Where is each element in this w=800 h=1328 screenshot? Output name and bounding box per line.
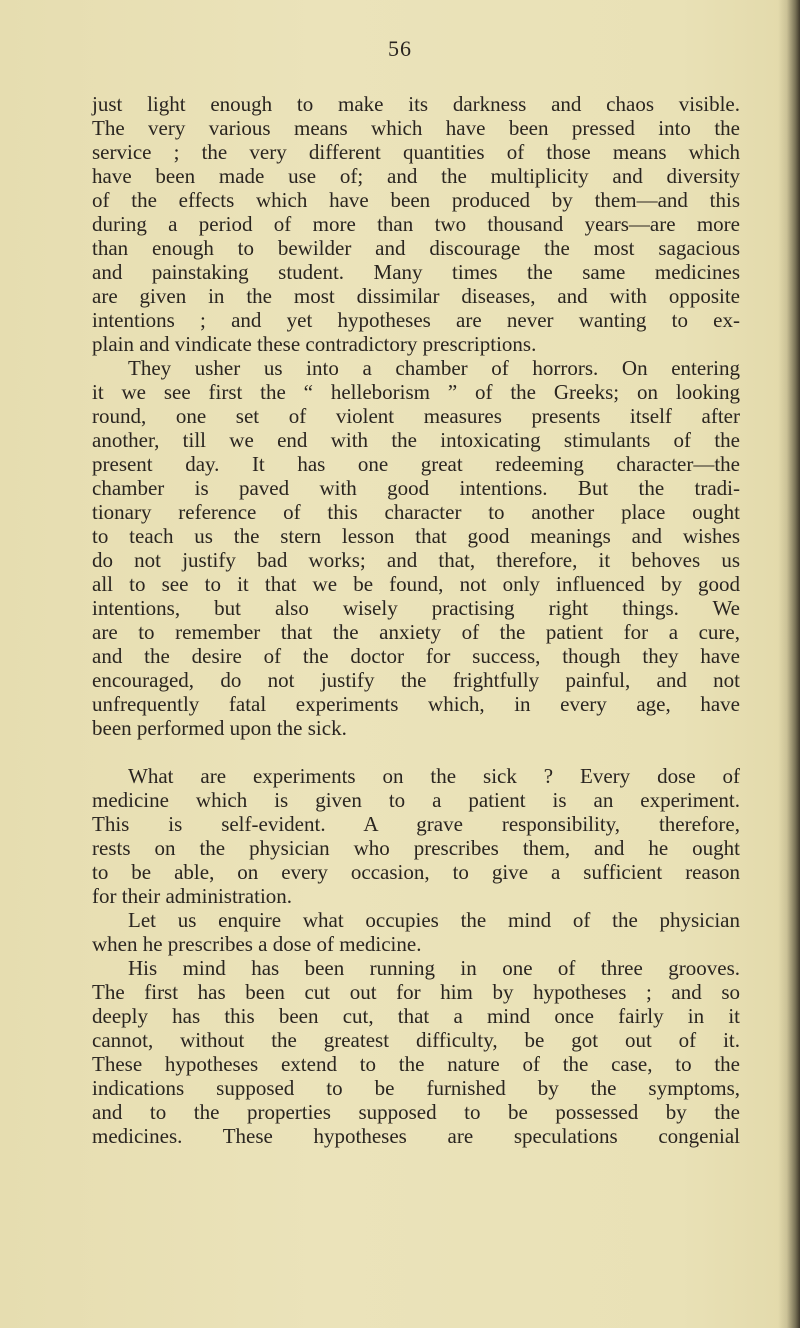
text-line: medicines. These hypotheses are speculations congenial: [92, 1124, 740, 1148]
text-line: They usher us into a chamber of horrors. On entering: [128, 356, 740, 380]
text-line: during a period of more than two thousand years—are more: [92, 212, 740, 236]
text-line: and painstaking student. Many times the same medicines: [92, 260, 740, 284]
text-line: have been made use of; and the multiplicity and diversity: [92, 164, 740, 188]
text-line: all to see to it that we be found, not only influenced by good: [92, 572, 740, 596]
paragraph: [92, 956, 740, 1148]
text-line: This is self-evident. A grave responsibility, therefore,: [92, 812, 740, 836]
text-line: His mind has been running in one of three grooves.: [128, 956, 740, 980]
text-line: unfrequently fatal experiments which, in every age, have: [92, 692, 740, 716]
text-line: intentions, but also wisely practising right things. We: [92, 596, 740, 620]
text-line: These hypotheses extend to the nature of the case, to the: [92, 1052, 740, 1076]
text-line: do not justify bad works; and that, therefore, it behoves us: [92, 548, 740, 572]
page-edge-shadow: [778, 0, 800, 1328]
text-line: encouraged, do not justify the frightfully painful, and not: [92, 668, 740, 692]
paragraph: [92, 764, 740, 908]
text-line: of the effects which have been produced by them—and this: [92, 188, 740, 212]
text-line: medicine which is given to a patient is an experiment.: [92, 788, 740, 812]
text-line: when he prescribes a dose of medicine.: [92, 932, 422, 956]
text-line: The very various means which have been pressed into the: [92, 116, 740, 140]
paragraph: [92, 908, 740, 956]
text-line: The first has been cut out for him by hypotheses ; and so: [92, 980, 740, 1004]
text-line: and to the properties supposed to be possessed by the: [92, 1100, 740, 1124]
text-line: and the desire of the doctor for success, though they have: [92, 644, 740, 668]
text-line: plain and vindicate these contradictory prescriptions.: [92, 332, 537, 356]
text-line: just light enough to make its darkness and chaos visible.: [92, 92, 740, 116]
text-line: another, till we end with the intoxicating stimulants of the: [92, 428, 740, 452]
body-text: [92, 92, 740, 1148]
text-line: to be able, on every occasion, to give a sufficient reason: [92, 860, 740, 884]
text-line: round, one set of violent measures presents itself after: [92, 404, 740, 428]
text-line: are to remember that the anxiety of the patient for a cure,: [92, 620, 740, 644]
text-line: service ; the very different quantities of those means which: [92, 140, 740, 164]
page-number: 56: [388, 36, 412, 61]
text-line: rests on the physician who prescribes them, and he ought: [92, 836, 740, 860]
text-line: to teach us the stern lesson that good meanings and wishes: [92, 524, 740, 548]
paragraph: [92, 356, 740, 740]
text-line: tionary reference of this character to another place ought: [92, 500, 740, 524]
paragraph-gap: [92, 740, 740, 764]
text-line: it we see first the “ helleborism ” of the Greeks; on looking: [92, 380, 740, 404]
text-line: intentions ; and yet hypotheses are never wanting to ex-: [92, 308, 740, 332]
text-line: for their administration.: [92, 884, 293, 908]
paragraph: [92, 92, 740, 356]
text-line: cannot, without the greatest difficulty, be got out of it.: [92, 1028, 740, 1052]
text-line: What are experiments on the sick ? Every dose of: [128, 764, 740, 788]
text-line: indications supposed to be furnished by the symptoms,: [92, 1076, 740, 1100]
text-line: chamber is paved with good intentions. But the tradi-: [92, 476, 740, 500]
text-line: than enough to bewilder and discourage the most sagacious: [92, 236, 740, 260]
text-line: present day. It has one great redeeming character—the: [92, 452, 740, 476]
text-line: deeply has this been cut, that a mind once fairly in it: [92, 1004, 740, 1028]
text-line: are given in the most dissimilar diseases, and with opposite: [92, 284, 740, 308]
text-line: Let us enquire what occupies the mind of the physician: [128, 908, 740, 932]
text-line: been performed upon the sick.: [92, 716, 347, 740]
